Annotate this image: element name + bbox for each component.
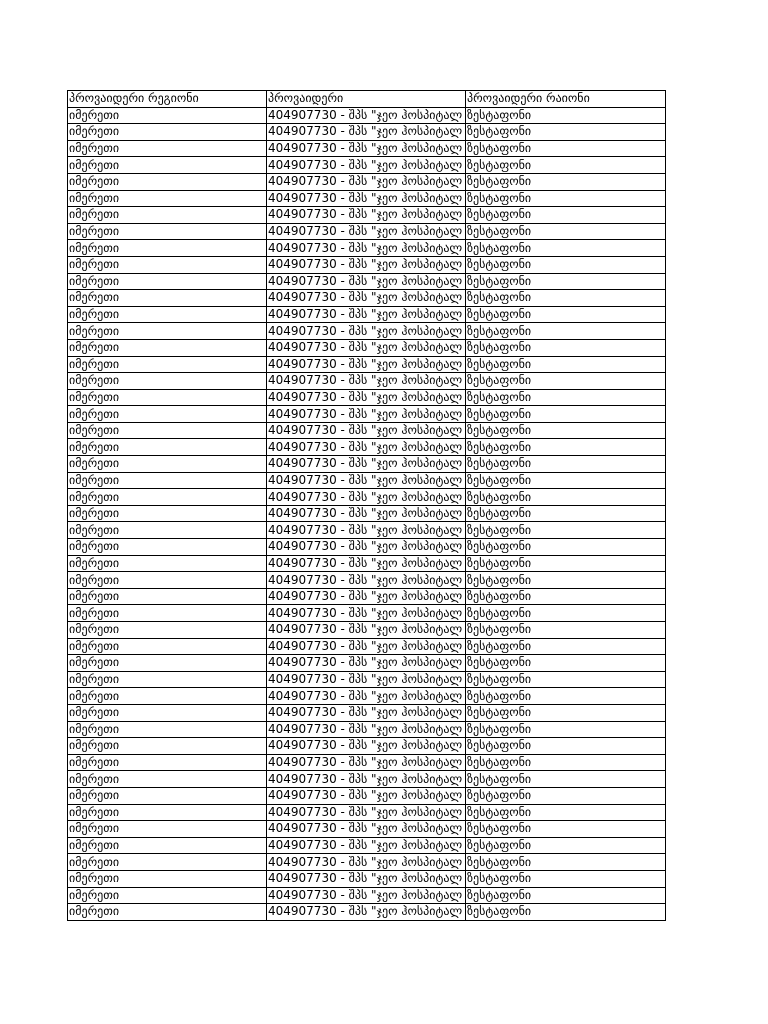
table-row (68, 489, 666, 506)
region-cell: იმერეთი (68, 207, 267, 224)
table-row (68, 439, 666, 456)
district-cell: ზესტაფონი (466, 904, 666, 921)
table-row (68, 422, 666, 439)
provider-cell: 404907730 - შპს "ჯეო ჰოსპიტალ (267, 406, 466, 423)
provider-cell: 404907730 - შპს "ჯეო ჰოსპიტალ (267, 887, 466, 904)
table-row (68, 588, 666, 605)
table-row (68, 605, 666, 622)
provider-cell: 404907730 - შპს "ჯეო ჰოსპიტალ (267, 721, 466, 738)
district-cell: ზესტაფონი (466, 588, 666, 605)
district-cell: ზესტაფონი (466, 356, 666, 373)
provider-cell: 404907730 - შპს "ჯეო ჰოსპიტალ (267, 771, 466, 788)
region-cell: იმერეთი (68, 505, 267, 522)
provider-cell: 404907730 - შპს "ჯეო ჰოსპიტალ (267, 290, 466, 307)
region-cell: იმერეთი (68, 721, 267, 738)
table-row (68, 256, 666, 273)
provider-cell: 404907730 - შპს "ჯეო ჰოსპიტალ (267, 754, 466, 771)
region-cell: იმერეთი (68, 738, 267, 755)
region-cell: იმერეთი (68, 572, 267, 589)
region-cell: იმერეთი (68, 256, 267, 273)
district-cell: ზესტაფონი (466, 339, 666, 356)
district-cell: ზესტაფონი (466, 738, 666, 755)
table-row (68, 505, 666, 522)
region-cell: იმერეთი (68, 323, 267, 340)
district-cell: ზესტაფონი (466, 505, 666, 522)
table-row (68, 140, 666, 157)
district-cell: ზესტაფონი (466, 456, 666, 473)
provider-cell: 404907730 - შპს "ჯეო ჰოსპიტალ (267, 804, 466, 821)
district-cell: ზესტაფონი (466, 323, 666, 340)
region-cell: იმერეთი (68, 787, 267, 804)
region-cell: იმერეთი (68, 273, 267, 290)
region-cell: იმერეთი (68, 870, 267, 887)
provider-cell: 404907730 - შპს "ჯეო ჰოსპიტალ (267, 373, 466, 390)
provider-cell: 404907730 - შპს "ჯეო ჰოსპიტალ (267, 173, 466, 190)
region-cell: იმერეთი (68, 671, 267, 688)
provider-cell: 404907730 - შპს "ჯეო ჰოსპიტალ (267, 572, 466, 589)
district-cell: ზესტაფონი (466, 472, 666, 489)
district-cell: ზესტაფონი (466, 124, 666, 141)
district-cell: ზესტაფონი (466, 655, 666, 672)
region-cell: იმერეთი (68, 173, 267, 190)
district-cell: ზესტაფონი (466, 605, 666, 622)
table-row (68, 688, 666, 705)
district-cell: ზესტაფონი (466, 704, 666, 721)
provider-cell: 404907730 - შპს "ჯეო ჰოსპიტალ (267, 522, 466, 539)
provider-cell: 404907730 - შპს "ჯეო ჰოსპიტალ (267, 588, 466, 605)
district-cell: ზესტაფონი (466, 887, 666, 904)
region-cell: იმერეთი (68, 406, 267, 423)
region-cell: იმერეთი (68, 704, 267, 721)
table-row (68, 804, 666, 821)
header-district: პროვაიდერი რაიონი (466, 91, 666, 108)
region-cell: იმერეთი (68, 290, 267, 307)
district-cell: ზესტაფონი (466, 821, 666, 838)
header-region: პროვაიდერი რეგიონი (68, 91, 267, 108)
region-cell: იმერეთი (68, 223, 267, 240)
region-cell: იმერეთი (68, 489, 267, 506)
district-cell: ზესტაფონი (466, 771, 666, 788)
district-cell: ზესტაფონი (466, 572, 666, 589)
provider-cell: 404907730 - შპს "ჯეო ჰოსპიტალ (267, 422, 466, 439)
region-cell: იმერეთი (68, 522, 267, 539)
table-row (68, 572, 666, 589)
district-cell: ზესტაფონი (466, 638, 666, 655)
table-row (68, 837, 666, 854)
district-cell: ზესტაფონი (466, 489, 666, 506)
provider-cell: 404907730 - შპს "ჯეო ჰოსპიტალ (267, 256, 466, 273)
provider-cell: 404907730 - შპს "ჯეო ჰოსპიტალ (267, 439, 466, 456)
district-cell: ზესტაფონი (466, 721, 666, 738)
district-cell: ზესტაფონი (466, 837, 666, 854)
provider-cell: 404907730 - შპს "ჯეო ჰოსპიტალ (267, 107, 466, 124)
region-cell: იმერეთი (68, 306, 267, 323)
district-cell: ზესტაფონი (466, 157, 666, 174)
provider-cell: 404907730 - შპს "ჯეო ჰოსპიტალ (267, 505, 466, 522)
header-row (68, 91, 666, 108)
table-row (68, 671, 666, 688)
provider-cell: 404907730 - შპს "ჯეო ჰოსპიტალ (267, 472, 466, 489)
region-cell: იმერეთი (68, 821, 267, 838)
table-row (68, 821, 666, 838)
region-cell: იმერეთი (68, 887, 267, 904)
district-cell: ზესტაფონი (466, 522, 666, 539)
region-cell: იმერეთი (68, 555, 267, 572)
region-cell: იმერეთი (68, 904, 267, 921)
provider-cell: 404907730 - შპს "ჯეო ჰოსპიტალ (267, 190, 466, 207)
table-row (68, 240, 666, 257)
provider-cell: 404907730 - შპს "ჯეო ჰოსპიტალ (267, 605, 466, 622)
table-body (68, 107, 666, 920)
provider-cell: 404907730 - შპს "ჯეო ჰოსპიტალ (267, 904, 466, 921)
provider-cell: 404907730 - შპს "ჯეო ჰოსპიტალ (267, 140, 466, 157)
district-cell: ზესტაფონი (466, 190, 666, 207)
provider-cell: 404907730 - შპს "ჯეო ჰოსპიტალ (267, 821, 466, 838)
district-cell: ზესტაფონი (466, 671, 666, 688)
region-cell: იმერეთი (68, 588, 267, 605)
provider-cell: 404907730 - შპს "ჯეო ჰოსპიტალ (267, 837, 466, 854)
table-row (68, 704, 666, 721)
table-row (68, 290, 666, 307)
district-cell: ზესტაფონი (466, 256, 666, 273)
region-cell: იმერეთი (68, 107, 267, 124)
table-row (68, 771, 666, 788)
table-row (68, 373, 666, 390)
table-row (68, 522, 666, 539)
table-row (68, 323, 666, 340)
table-row (68, 124, 666, 141)
provider-cell: 404907730 - შპს "ჯეო ჰოსპიტალ (267, 240, 466, 257)
district-cell: ზესტაფონი (466, 173, 666, 190)
region-cell: იმერეთი (68, 356, 267, 373)
region-cell: იმერეთი (68, 190, 267, 207)
district-cell: ზესტაფონი (466, 223, 666, 240)
district-cell: ზესტაფონი (466, 854, 666, 871)
provider-cell: 404907730 - შპს "ჯეო ჰოსპიტალ (267, 555, 466, 572)
district-cell: ზესტაფონი (466, 306, 666, 323)
table-row (68, 555, 666, 572)
table-row (68, 406, 666, 423)
district-cell: ზესტაფონი (466, 389, 666, 406)
header-provider: პროვაიდერი (267, 91, 466, 108)
provider-cell: 404907730 - შპს "ჯეო ჰოსპიტალ (267, 688, 466, 705)
provider-cell: 404907730 - შპს "ჯეო ჰოსპიტალ (267, 339, 466, 356)
region-cell: იმერეთი (68, 456, 267, 473)
provider-cell: 404907730 - შპს "ჯეო ჰოსპიტალ (267, 854, 466, 871)
table-row (68, 870, 666, 887)
table-row (68, 904, 666, 921)
region-cell: იმერეთი (68, 638, 267, 655)
region-cell: იმერეთი (68, 622, 267, 639)
region-cell: იმერეთი (68, 605, 267, 622)
provider-cell: 404907730 - შპს "ჯეო ჰოსპიტალ (267, 738, 466, 755)
district-cell: ზესტაფონი (466, 754, 666, 771)
district-cell: ზესტაფონი (466, 273, 666, 290)
district-cell: ზესტაფონი (466, 539, 666, 556)
provider-cell: 404907730 - შპს "ჯეო ჰოსპიტალ (267, 787, 466, 804)
provider-table (67, 90, 666, 921)
table-row (68, 356, 666, 373)
region-cell: იმერეთი (68, 339, 267, 356)
table-row (68, 854, 666, 871)
provider-cell: 404907730 - შპს "ჯეო ჰოსპიტალ (267, 306, 466, 323)
table-row (68, 721, 666, 738)
region-cell: იმერეთი (68, 771, 267, 788)
table-row (68, 456, 666, 473)
table-row (68, 887, 666, 904)
region-cell: იმერეთი (68, 140, 267, 157)
district-cell: ზესტაფონი (466, 422, 666, 439)
provider-cell: 404907730 - შპს "ჯეო ჰოსპიტალ (267, 157, 466, 174)
district-cell: ზესტაფონი (466, 406, 666, 423)
district-cell: ზესტაფონი (466, 555, 666, 572)
provider-cell: 404907730 - შპს "ჯეო ჰოსპიტალ (267, 456, 466, 473)
table-row (68, 306, 666, 323)
table-row (68, 638, 666, 655)
provider-cell: 404907730 - შპს "ჯეო ჰოსპიტალ (267, 124, 466, 141)
table-row (68, 738, 666, 755)
region-cell: იმერეთი (68, 240, 267, 257)
region-cell: იმერეთი (68, 655, 267, 672)
provider-cell: 404907730 - შპს "ჯეო ჰოსპიტალ (267, 356, 466, 373)
provider-cell: 404907730 - შპს "ჯეო ჰოსპიტალ (267, 655, 466, 672)
table-row (68, 223, 666, 240)
provider-cell: 404907730 - შპს "ჯეო ჰოსპიტალ (267, 223, 466, 240)
table-row (68, 622, 666, 639)
provider-cell: 404907730 - შპს "ჯეო ჰოსპიტალ (267, 638, 466, 655)
region-cell: იმერეთი (68, 422, 267, 439)
district-cell: ზესტაფონი (466, 290, 666, 307)
region-cell: იმერეთი (68, 439, 267, 456)
provider-cell: 404907730 - შპს "ჯეო ჰოსპიტალ (267, 671, 466, 688)
table-row (68, 339, 666, 356)
region-cell: იმერეთი (68, 837, 267, 854)
table-row (68, 190, 666, 207)
district-cell: ზესტაფონი (466, 622, 666, 639)
district-cell: ზესტაფონი (466, 373, 666, 390)
region-cell: იმერეთი (68, 157, 267, 174)
region-cell: იმერეთი (68, 754, 267, 771)
region-cell: იმერეთი (68, 539, 267, 556)
provider-cell: 404907730 - შპს "ჯეო ჰოსპიტალ (267, 323, 466, 340)
table-row (68, 389, 666, 406)
table-row (68, 173, 666, 190)
region-cell: იმერეთი (68, 124, 267, 141)
table-row (68, 754, 666, 771)
region-cell: იმერეთი (68, 854, 267, 871)
table-row (68, 655, 666, 672)
provider-cell: 404907730 - შპს "ჯეო ჰოსპიტალ (267, 489, 466, 506)
region-cell: იმერეთი (68, 373, 267, 390)
provider-cell: 404907730 - შპს "ჯეო ჰოსპიტალ (267, 622, 466, 639)
district-cell: ზესტაფონი (466, 787, 666, 804)
district-cell: ზესტაფონი (466, 804, 666, 821)
table-row (68, 273, 666, 290)
region-cell: იმერეთი (68, 389, 267, 406)
table-row (68, 207, 666, 224)
provider-cell: 404907730 - შპს "ჯეო ჰოსპიტალ (267, 273, 466, 290)
table-row (68, 107, 666, 124)
district-cell: ზესტაფონი (466, 870, 666, 887)
region-cell: იმერეთი (68, 804, 267, 821)
provider-cell: 404907730 - შპს "ჯეო ჰოსპიტალ (267, 207, 466, 224)
district-cell: ზესტაფონი (466, 140, 666, 157)
region-cell: იმერეთი (68, 472, 267, 489)
district-cell: ზესტაფონი (466, 107, 666, 124)
provider-cell: 404907730 - შპს "ჯეო ჰოსპიტალ (267, 870, 466, 887)
provider-cell: 404907730 - შპს "ჯეო ჰოსპიტალ (267, 389, 466, 406)
table-row (68, 472, 666, 489)
table-row (68, 157, 666, 174)
district-cell: ზესტაფონი (466, 688, 666, 705)
provider-cell: 404907730 - შპს "ჯეო ჰოსპიტალ (267, 539, 466, 556)
district-cell: ზესტაფონი (466, 240, 666, 257)
district-cell: ზესტაფონი (466, 207, 666, 224)
region-cell: იმერეთი (68, 688, 267, 705)
spreadsheet-page (67, 90, 666, 921)
district-cell: ზესტაფონი (466, 439, 666, 456)
table-row (68, 787, 666, 804)
provider-cell: 404907730 - შპს "ჯეო ჰოსპიტალ (267, 704, 466, 721)
table-row (68, 539, 666, 556)
